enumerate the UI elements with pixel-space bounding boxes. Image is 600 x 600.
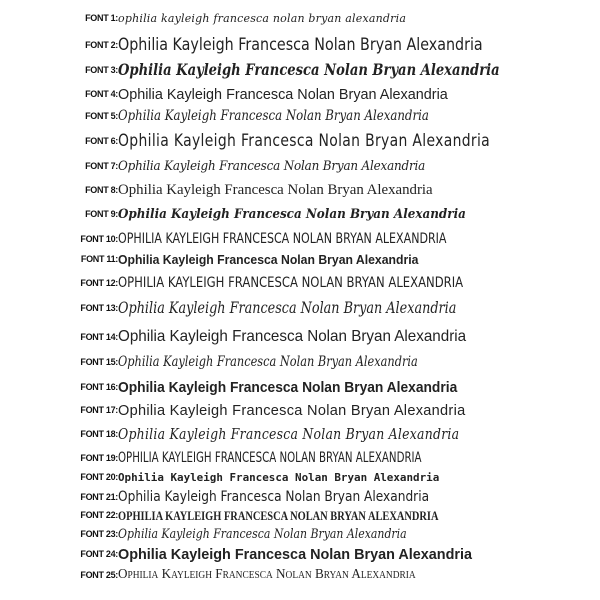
font-row [0,524,600,544]
font-label: FONT 25: [80,569,118,581]
font-row [0,422,600,446]
font-sample-text: Ophilia Kayleigh Francesca Nolan Bryan Alexandria [118,251,419,267]
font-row [0,468,600,486]
font-label: FONT 15: [80,356,118,368]
font-sample-text: Ophilia Kayleigh Francesca Nolan Bryan Alexandria [118,181,433,198]
font-label: FONT 24: [80,548,118,560]
font-row [0,155,600,177]
font-sample-text: OPHILIA KAYLEIGH FRANCESCA NOLAN BRYAN ALEXANDRIA [118,275,464,291]
font-row [0,180,600,200]
font-sample-text: Ophilia Kayleigh Francesca Nolan Bryan Alexandria [118,158,426,174]
font-row [0,326,600,348]
font-sample-text: Ophilia Kayleigh Francesca Nolan Bryan Alexandria [118,328,467,345]
font-row [0,33,600,57]
font-label: FONT 19: [80,452,118,464]
font-sample-text: Ophilia Kayleigh Francesca Nolan Bryan Alexandria [118,354,418,370]
font-row [0,448,600,468]
font-sample-text: Ophilia Kayleigh Francesca Nolan Bryan Alexandria [118,567,416,582]
font-row [0,486,600,508]
font-label: FONT 22: [80,509,118,521]
font-row [0,350,600,374]
font-sample-text: OPHILIA KAYLEIGH FRANCESCA NOLAN BRYAN ALEXANDRIA [118,231,447,247]
font-sample-text: Ophilia Kayleigh Francesca Nolan Bryan Alexandria [118,108,429,124]
font-sample-text: Ophilia Kayleigh Francesca Nolan Bryan Alexandria [118,489,430,505]
font-sample-text: Ophilia Kayleigh Francesca Nolan Bryan Alexandria [118,206,466,222]
font-label: FONT 12: [80,277,118,289]
font-sample-text: OPHILIA KAYLEIGH FRANCESCA NOLAN BRYAN ALEXANDRIA [118,507,439,523]
font-label: FONT 16: [80,381,118,393]
font-label: FONT 7: [85,160,118,172]
font-label: FONT 13: [80,302,118,314]
font-label: FONT 2: [85,39,118,51]
font-label: FONT 11: [80,253,118,265]
font-label: FONT 21: [80,491,118,503]
font-row [0,272,600,294]
font-sample-text: ophilia kayleigh francesca nolan bryan alexandria [118,11,407,25]
font-sample-text: Ophilia Kayleigh Francesca Nolan Bryan Alexandria [118,130,491,151]
font-sample-text: Ophilia Kayleigh Francesca Nolan Bryan Alexandria [118,470,440,484]
font-row [0,203,600,225]
font-row [0,376,600,398]
font-label: FONT 17: [80,404,118,416]
font-row [0,249,600,269]
font-label: FONT 6: [85,135,118,147]
font-label: FONT 4: [85,88,118,100]
font-row [0,506,600,524]
font-row [0,129,600,153]
font-row [0,565,600,585]
font-label: FONT 3: [85,64,118,76]
font-row [0,399,600,421]
font-row [0,8,600,28]
font-label: FONT 18: [80,428,118,440]
font-row [0,228,600,250]
font-sample-text: OPHILIA KAYLEIGH FRANCESCA NOLAN BRYAN ALEXANDRIA [118,450,422,466]
font-sample-text: Ophilia Kayleigh Francesca Nolan Bryan Alexandria [118,378,458,396]
font-sample-text: Ophilia Kayleigh Francesca Nolan Bryan Alexandria [118,85,448,103]
font-label: FONT 14: [80,331,118,343]
font-label: FONT 9: [85,208,118,220]
font-label: FONT 5: [85,110,118,122]
font-row [0,58,600,82]
font-label: FONT 8: [85,184,118,196]
font-label: FONT 20: [80,471,118,483]
font-label: FONT 23: [80,528,118,540]
font-label: FONT 1: [85,12,118,24]
font-sample-text: Ophilia Kayleigh Francesca Nolan Bryan Alexandria [118,526,407,542]
font-label: FONT 10: [80,233,118,245]
font-row [0,105,600,127]
font-sample-text: Ophilia Kayleigh Francesca Nolan Bryan Alexandria [118,401,466,419]
font-row [0,295,600,321]
font-sample-text: Ophilia Kayleigh Francesca Nolan Bryan Alexandria [118,424,460,443]
font-sample-text: Ophilia Kayleigh Francesca Nolan Bryan Alexandria [118,34,483,55]
font-row [0,83,600,105]
font-sample-text: Ophilia Kayleigh Francesca Nolan Bryan Alexandria [118,60,500,79]
font-sample-text: Ophilia Kayleigh Francesca Nolan Bryan Alexandria [118,298,457,317]
font-row [0,544,600,564]
font-sample-text: Ophilia Kayleigh Francesca Nolan Bryan Alexandria [118,545,472,563]
